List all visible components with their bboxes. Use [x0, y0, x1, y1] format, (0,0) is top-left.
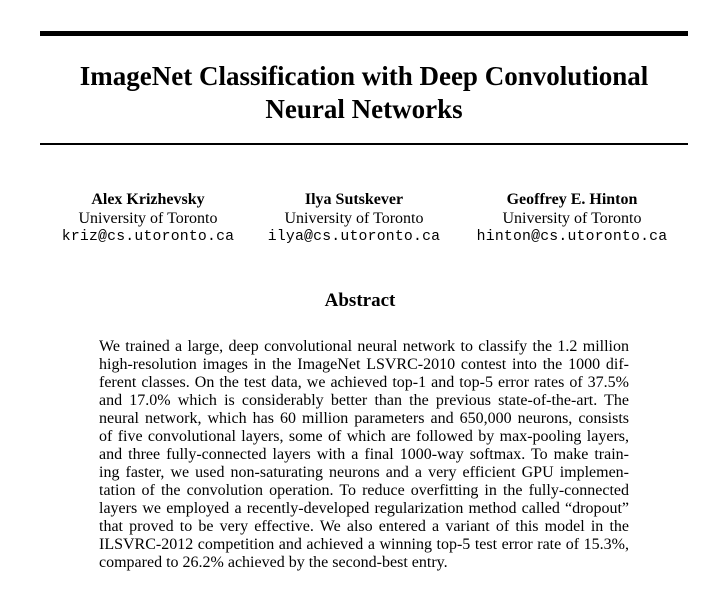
abstract-line: tation of the convolution operation. To reduce overfitting in the fully-connected [99, 482, 629, 499]
abstract-line: that proved to be very effective. We also entered a variant of this model in the [99, 518, 629, 535]
author-affiliation: University of Toronto [502, 210, 642, 227]
author-sutskever [234, 190, 474, 247]
abstract-body [99, 338, 629, 572]
author-email: hinton@cs.utoronto.ca [476, 229, 668, 245]
author-affiliation: University of Toronto [284, 210, 424, 227]
abstract-line: and 17.0% which is considerably better than the previous state-of-the-art. The [99, 392, 629, 409]
abstract-line: and three fully-connected layers with a final 1000-way softmax. To make train- [99, 446, 629, 463]
author-affiliation: University of Toronto [78, 210, 218, 227]
abstract-line: ILSVRC-2012 competition and achieved a winning top-5 test error rate of 15.3%, [99, 536, 629, 553]
author-block [0, 190, 720, 250]
title-line-1: ImageNet Classification with Deep Convolutional [79, 61, 649, 91]
title-line-2: Neural Networks [265, 94, 463, 124]
abstract-line: ferent classes. On the test data, we achieved top-1 and top-5 error rates of 37.5% [99, 374, 629, 391]
abstract-heading: Abstract [324, 290, 396, 311]
author-hinton [452, 190, 692, 247]
abstract-line: of five convolutional layers, some of which are followed by max-pooling layers, [99, 428, 629, 445]
abstract-line: We trained a large, deep convolutional neural network to classify the 1.2 million [99, 338, 629, 355]
title-bottom-rule [40, 143, 688, 145]
paper-title [40, 60, 688, 126]
author-name: Geoffrey E. Hinton [506, 191, 638, 208]
abstract-line: layers we employed a recently-developed regularization method called “dropout” [99, 500, 629, 517]
abstract-line: compared to 26.2% achieved by the second-best entry. [99, 554, 448, 571]
author-name: Ilya Sutskever [304, 191, 404, 208]
abstract-line: neural network, which has 60 million parameters and 650,000 neurons, consists [99, 410, 629, 427]
abstract-line: high-resolution images in the ImageNet LSVRC-2010 contest into the 1000 dif- [99, 356, 629, 373]
author-email: kriz@cs.utoronto.ca [61, 229, 235, 245]
author-email: ilya@cs.utoronto.ca [267, 229, 441, 245]
abstract-line: ing faster, we used non-saturating neurons and a very efficient GPU implemen- [99, 464, 629, 481]
author-name: Alex Krizhevsky [91, 191, 205, 208]
top-rule [40, 31, 688, 36]
author-krizhevsky [28, 190, 268, 247]
